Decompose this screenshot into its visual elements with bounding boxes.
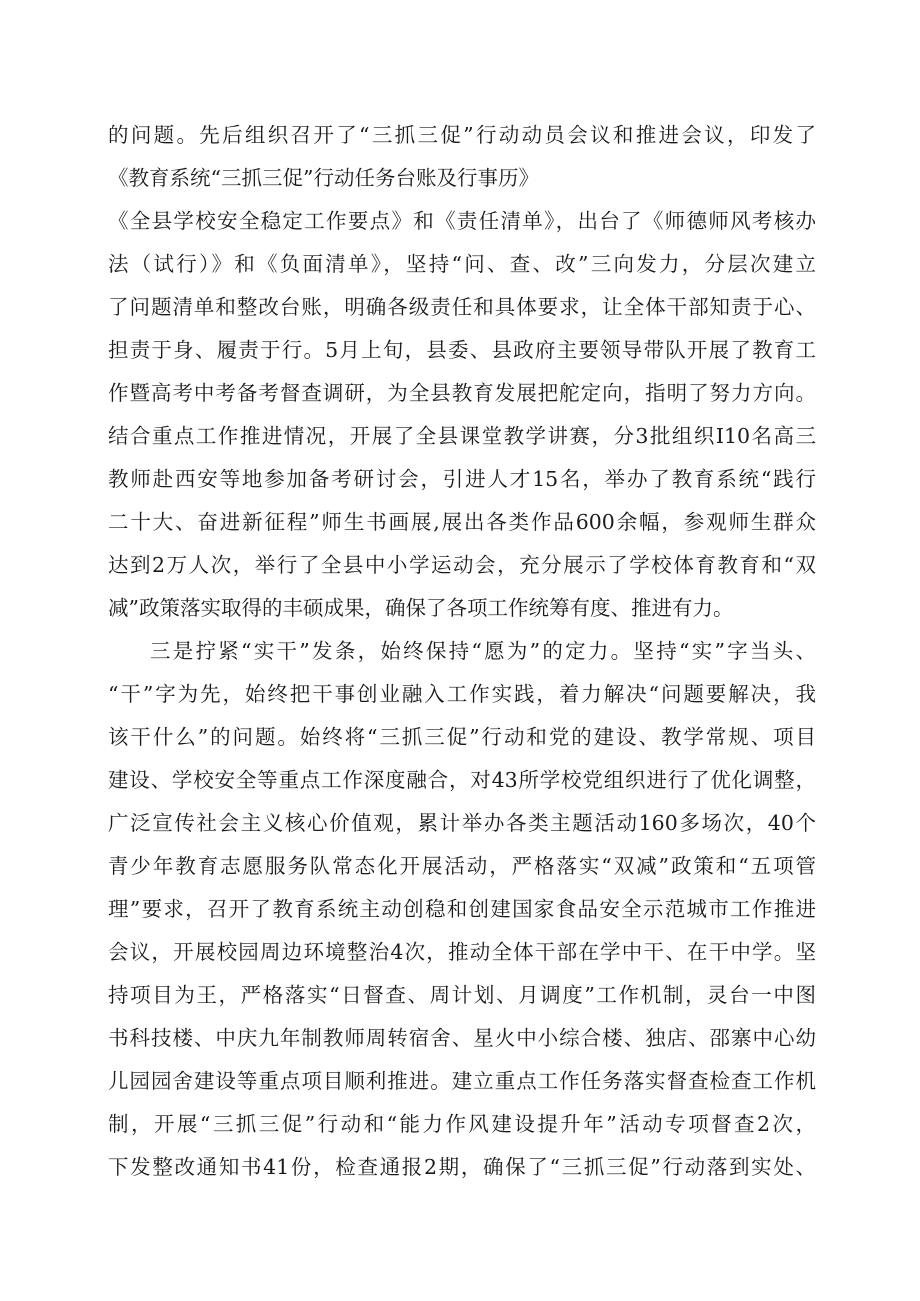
text-line: 教师赴西安等地参加备考研讨会，引进人才15名，举办了教育系统“践行 [108, 467, 816, 491]
text-line: 达到2万人次，举行了全县中小学运动会，充分展示了学校体育教育和“双 [108, 553, 816, 577]
text-line: “干”字为先，始终把干事创业融入工作实践，着力解决“问题要解决，我 [108, 682, 816, 706]
text-line: 了问题清单和整改台账，明确各级责任和具体要求，让全体干部知责于心、 [108, 295, 816, 319]
paragraph-start-line: 三是拧紧“实干”发条，始终保持“愿为”的定力。坚持“实”字当头、 [150, 639, 816, 663]
text-line: 书科技楼、中庆九年制教师周转宿舍、星火中小综合楼、独店、邵寨中心幼 [108, 1026, 816, 1050]
text-line: 会议，开展校园周边环境整治4次，推动全体干部在学中干、在干中学。坚 [108, 940, 816, 964]
text-line: 《教育系统“三抓三促”行动任务台账及行事历》 [108, 166, 539, 190]
text-line: 的问题。先后组织召开了“三抓三促”行动动员会议和推进会议，印发了 [108, 123, 816, 147]
document-page [108, 114, 816, 1189]
text-line: 减”政策落实取得的丰硕成果，确保了各项工作统筹有度、推进有力。 [108, 596, 734, 620]
text-line: 《全县学校安全稳定工作要点》和《责任清单》，出台了《师德师风考核办 [108, 209, 816, 233]
text-line: 青少年教育志愿服务队常态化开展活动，严格落实“双减”政策和“五项管 [108, 854, 816, 878]
text-line: 担责于身、履责于行。5月上旬，县委、县政府主要领导带队开展了教育工 [108, 338, 816, 362]
text-line: 结合重点工作推进情况，开展了全县课堂教学讲赛，分3批组织I10名高三 [108, 424, 816, 448]
text-line: 作暨高考中考备考督查调研，为全县教育发展把舵定向，指明了努力方向。 [108, 381, 816, 405]
text-line: 该干什么”的问题。始终将“三抓三促”行动和党的建设、教学常规、项目 [108, 725, 816, 749]
text-line: 理”要求，召开了教育系统主动创稳和创建国家食品安全示范城市工作推进 [108, 897, 816, 921]
text-line: 二十大、奋进新征程”师生书画展,展出各类作品600余幅，参观师生群众 [108, 510, 816, 534]
text-line: 下发整改通知书41份，检查通报2期，确保了“三抓三促”行动落到实处、 [108, 1155, 816, 1179]
text-line: 制，开展“三抓三促”行动和“能力作风建设提升年”活动专项督查2次， [108, 1112, 816, 1136]
text-line: 儿园园舍建设等重点项目顺利推进。建立重点工作任务落实督查检查工作机 [108, 1069, 816, 1093]
text-line: 广泛宣传社会主义核心价值观，累计举办各类主题活动160多场次，40个 [108, 811, 816, 835]
text-line: 法（试行）》和《负面清单》，坚持“问、查、改”三向发力，分层次建立 [108, 252, 816, 276]
text-line: 持项目为王，严格落实“日督查、周计划、月调度”工作机制，灵台一中图 [108, 983, 816, 1007]
text-line: 建设、学校安全等重点工作深度融合，对43所学校党组织进行了优化调整， [108, 768, 816, 792]
